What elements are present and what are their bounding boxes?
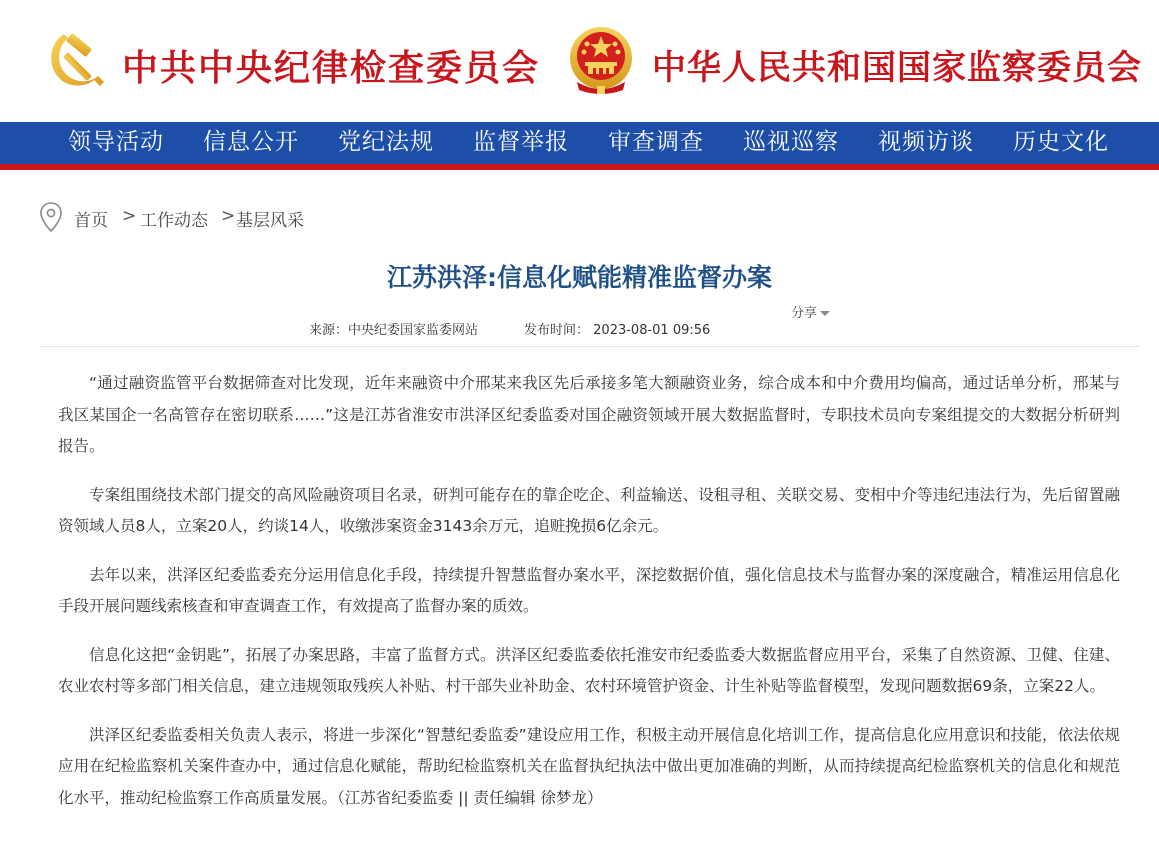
article-paragraph: 去年以来，洪泽区纪委监委充分运用信息化手段，持续提升智慧监督办案水平，深挖数据价值，强化信息技术与监督办案的深度融合，精准运用信息化手段开展问题线索核查和审查调查工作，有效提高了监督办案的质效。	[58, 565, 1120, 615]
nav-item-history-culture[interactable]: 历史文化	[1013, 129, 1109, 155]
nav-item-investigation[interactable]: 审查调查	[608, 129, 704, 155]
article-body	[58, 368, 1120, 831]
main-nav	[0, 122, 1159, 170]
time-value: 2023-08-01 09:56	[593, 323, 711, 338]
breadcrumb-grassroots[interactable]: 基层风采	[236, 211, 304, 231]
breadcrumb-home[interactable]: 首页	[74, 211, 108, 231]
breadcrumb-separator: >	[122, 206, 137, 226]
location-pin-icon	[38, 201, 64, 233]
divider	[40, 346, 1140, 347]
share-button[interactable]	[791, 302, 830, 321]
article-source	[309, 319, 478, 338]
left-site-title[interactable]: 中共中央纪律检查委员会	[122, 47, 541, 89]
source-value: 中央纪委国家监委网站	[348, 323, 479, 338]
article-paragraph: 信息化这把“金钥匙”，拓展了办案思路，丰富了监督方式。洪泽区纪委监委依托淮安市纪委监委大数据监督应用平台，采集了自然资源、卫健、住建、农业农村等多部门相关信息，建立违规领取残疾人补贴、村干部失业补助金、农村环境管护资金、计生补贴等监督模型，发现问题数据69条，立案22人。	[58, 645, 1120, 695]
article-publish-time	[524, 319, 710, 338]
source-label: 来源：	[309, 323, 349, 338]
nav-item-video-interviews[interactable]: 视频访谈	[878, 129, 974, 155]
nav-item-regulations[interactable]: 党纪法规	[338, 129, 434, 155]
caret-down-icon	[820, 311, 830, 316]
article-paragraph: “通过融资监管平台数据筛查对比发现，近年来融资中介邢某来我区先后承接多笔大额融资业务，综合成本和中介费用均偏高，通过话单分析，邢某与我区某国企一名高管存在密切联系……”这是江苏省淮安市洪泽区纪委监委对国企融资领域开展大数据监督时，专职技术员向专案组提交的大数据分析研判报告。	[58, 374, 1120, 455]
nav-item-inspection[interactable]: 巡视巡察	[743, 129, 839, 155]
right-site-title[interactable]: 中华人民共和国国家监察委员会	[652, 48, 1142, 88]
breadcrumb-work-news[interactable]: 工作动态	[140, 211, 208, 231]
nav-item-leadership[interactable]: 领导活动	[68, 129, 164, 155]
nav-item-info-disclosure[interactable]: 信息公开	[203, 129, 299, 155]
breadcrumb-separator: >	[221, 206, 236, 226]
share-label: 分享	[791, 306, 818, 321]
time-label: 发布时间：	[524, 323, 590, 338]
site-header	[0, 0, 1159, 122]
article-title: 江苏洪泽:信息化赋能精准监督办案	[387, 263, 772, 292]
article-paragraph: 专案组围绕技术部门提交的高风险融资项目名录，研判可能存在的靠企吃企、利益输送、设租寻租、关联交易、变相中介等违纪违法行为，先后留置融资领域人员8人，立案20人，约谈14人，收缴涉案资金3143余万元，追赃挽损6亿余元。	[58, 485, 1120, 535]
article-paragraph: 洪泽区纪委监委相关负责人表示，将进一步深化“智慧纪委监委”建设应用工作，积极主动开展信息化培训工作，提高信息化应用意识和技能，依法依规应用在纪检监察机关案件查办中，通过信息化赋能，帮助纪检监察机关在监督执纪执法中做出更加准确的判断，从而持续提高纪检监察机关的信息化和规范化水平，推动纪检监察工作高质量发展。（江苏省纪委监委 || 责任编辑 徐梦龙）	[58, 725, 1120, 807]
national-emblem-icon[interactable]	[567, 24, 635, 96]
party-emblem-icon[interactable]	[42, 26, 108, 92]
nav-item-supervision-report[interactable]: 监督举报	[473, 129, 569, 155]
